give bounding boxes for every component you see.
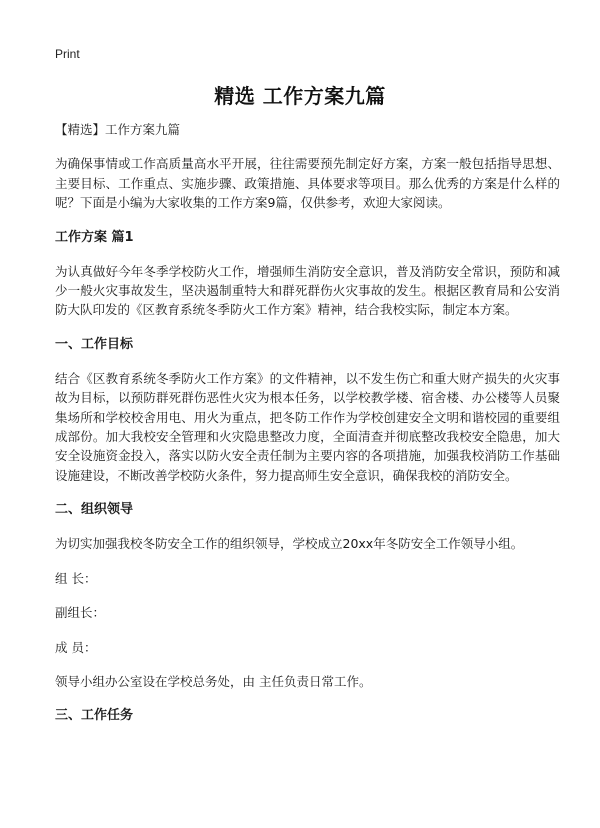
deputy-leader-label: 副组长： (55, 605, 106, 621)
section-heading-plan-1: 工作方案 篇1 (55, 229, 134, 245)
article-body (55, 120, 560, 740)
section-heading-goals: 一、工作目标 (55, 336, 134, 352)
goals-paragraph: 结合《区教育系统冬季防火工作方案》的文件精神，以不发生伤亡和重大财产损失的火灾事故为目标，以预防群死群伤恶性火灾为根本任务，以学校教学楼、宿舍楼、办公楼等人员聚集场所和学校校舍用电、用火为重点，把冬防工作作为学校创建安全文明和谐校园的重要组成部份。加大我校安全管理和火灾隐患整改力度，全面清查并彻底整改我校安全隐患，加大安全设施资金投入，落实以防火安全责任制为主要内容的各项措施，加强我校消防工作基础设施建设，不断改善学校防火条件，努力提高师生安全意识，确保我校的消防安全。 (55, 370, 560, 483)
print-link[interactable]: Print (55, 47, 80, 61)
article-subtitle: 【精选】工作方案九篇 (55, 122, 181, 137)
leader-label: 组 长： (55, 570, 97, 586)
section-1-paragraph: 为认真做好今年冬季学校防火工作，增强师生消防安全意识，普及消防安全常识，预防和减少一般火灾事故发生，坚决遏制重特大和群死群伤火灾事故的发生。根据区教育局和公安消防大队印发的《区教育系统冬季防火工作方案》精神，结合我校实际，制定本方案。 (55, 263, 560, 318)
page-title: 精选 工作方案九篇 (214, 84, 386, 108)
office-paragraph: 领导小组办公室设在学校总务处，由 主任负责日常工作。 (55, 673, 372, 689)
member-label: 成 员： (55, 639, 97, 655)
intro-paragraph: 为确保事情或工作高质量高水平开展，往往需要预先制定好方案，方案一般包括指导思想、主要目标、工作重点、实施步骤、政策措施、具体要求等项目。那么优秀的方案是什么样的呢？下面是小编为大家收集的工作方案9篇，仅供参考，欢迎大家阅读。 (55, 156, 560, 211)
section-heading-tasks: 三、工作任务 (55, 708, 134, 724)
section-heading-organization: 二、组织领导 (55, 502, 134, 518)
organization-paragraph: 为切实加强我校冬防安全工作的组织领导，学校成立20xx年冬防安全工作领导小组。 (55, 536, 524, 552)
